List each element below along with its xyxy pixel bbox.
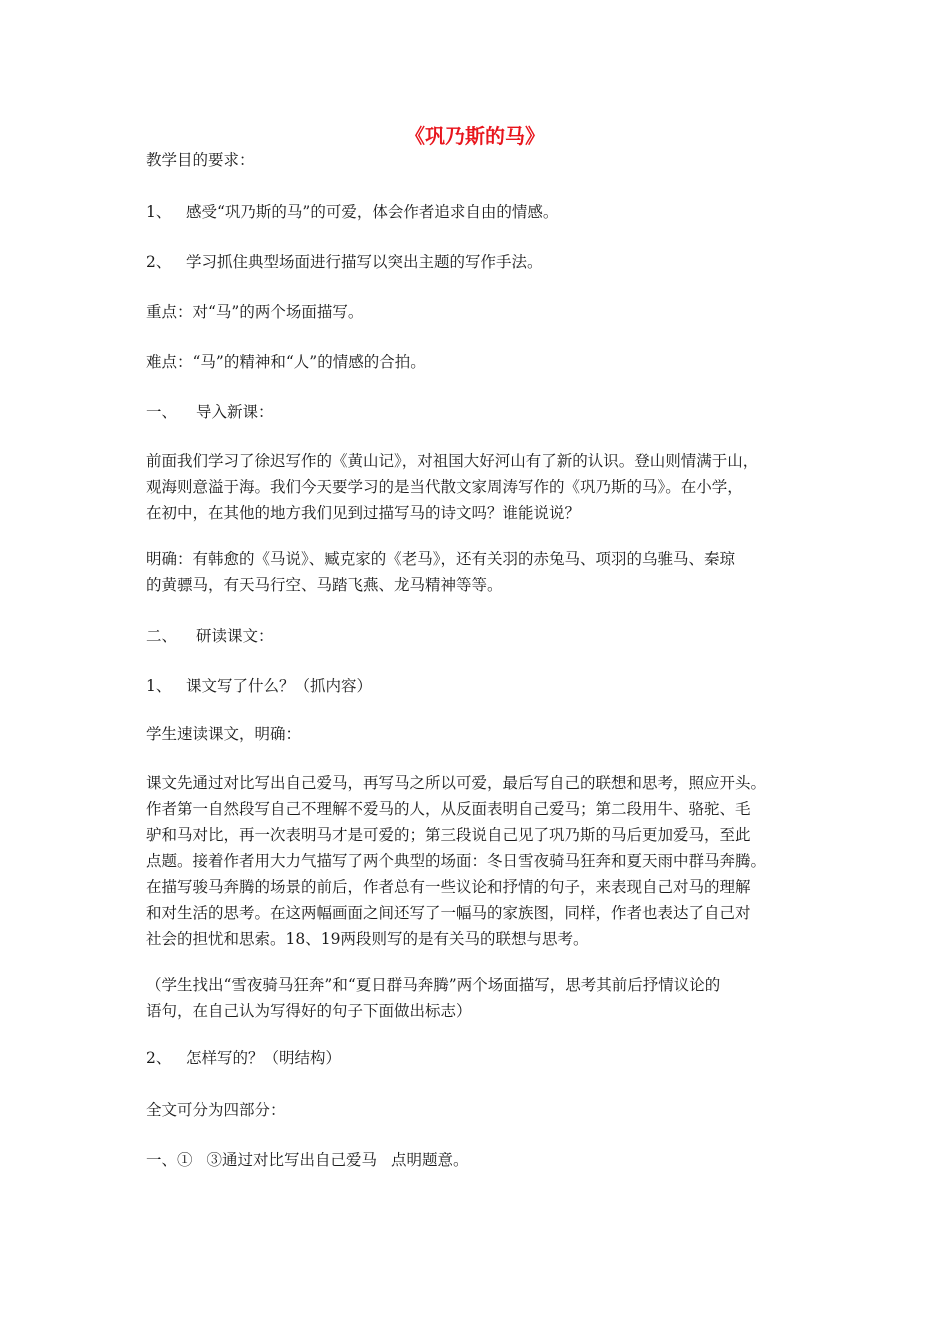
section-2-heading bbox=[146, 624, 816, 648]
paragraph-line: 观海则意溢于海。我们今天要学习的是当代散文家周涛写作的《巩乃斯的马》。在小学， bbox=[146, 478, 743, 496]
answer-paragraph bbox=[146, 546, 816, 598]
objective-number: 2、 bbox=[146, 253, 172, 271]
section-title: 研读课文： bbox=[196, 627, 274, 645]
paragraph-line: 语句，在自己认为写得好的句子下面做出标志） bbox=[146, 1002, 472, 1020]
objective-item-1 bbox=[146, 200, 816, 224]
intro-paragraph bbox=[146, 448, 816, 526]
question-number: 2、 bbox=[146, 1049, 172, 1067]
paragraph-line: 在描写骏马奔腾的场景的前后，作者总有一些议论和抒情的句子，来表现自己对马的理解 bbox=[146, 878, 751, 896]
section-1-heading bbox=[146, 400, 816, 424]
paragraph-line: 点题。接着作者用大力气描写了两个典型的场面：冬日雪夜骑马狂奔和夏天雨中群马奔腾。 bbox=[146, 852, 767, 870]
section-title: 导入新课： bbox=[196, 403, 274, 421]
paragraph-line: （学生找出“雪夜骑马狂奔”和“夏日群马奔腾”两个场面描写，思考其前后抒情议论的 bbox=[146, 976, 721, 994]
structure-intro: 全文可分为四部分： bbox=[146, 1101, 286, 1119]
paragraph-line: 课文先通过对比写出自己爱马，再写马之所以可爱，最后写自己的联想和思考，照应开头。 bbox=[146, 774, 767, 792]
part-text: ③通过对比写出自己爱马 bbox=[206, 1151, 378, 1169]
part-prefix: 一、① bbox=[146, 1151, 193, 1169]
objective-item-2 bbox=[146, 250, 816, 274]
paragraph-line: 的黄骠马，有天马行空、马踏飞燕、龙马精神等等。 bbox=[146, 576, 503, 594]
paragraph-line: 前面我们学习了徐迟写作的《黄山记》，对祖国大好河山有了新的认识。登山则情满于山， bbox=[146, 452, 759, 470]
objectives-heading: 教学目的要求： bbox=[146, 151, 255, 169]
objective-text: 学习抓住典型场面进行描写以突出主题的写作手法。 bbox=[186, 253, 543, 271]
question-text: 课文写了什么？（抓内容） bbox=[186, 677, 373, 695]
paragraph-line: 社会的担忧和思索。18、19两段则写的是有关马的联想与思考。 bbox=[146, 930, 589, 948]
paragraph-line: 和对生活的思考。在这两幅画面之间还写了一幅马的家族图，同样，作者也表达了自己对 bbox=[146, 904, 751, 922]
question-number: 1、 bbox=[146, 677, 172, 695]
paragraph-line: 在初中，在其他的地方我们见到过描写马的诗文吗？谁能说说？ bbox=[146, 504, 581, 522]
section-number: 一、 bbox=[146, 403, 178, 421]
section-number: 二、 bbox=[146, 627, 178, 645]
question-1-instruction: 学生速读课文，明确： bbox=[146, 725, 302, 743]
paragraph-line: 作者第一自然段写自己不理解不爱马的人，从反面表明自己爱马；第二段用牛、骆驼、毛 bbox=[146, 800, 751, 818]
paragraph-line: 驴和马对比，再一次表明马才是可爱的；第三段说自己见了巩乃斯的马后更加爱马，至此 bbox=[146, 826, 751, 844]
activity-paragraph bbox=[146, 972, 816, 1024]
page-title: 《巩乃斯的马》 bbox=[405, 124, 545, 148]
objective-number: 1、 bbox=[146, 203, 172, 221]
summary-paragraph bbox=[146, 770, 816, 952]
question-1 bbox=[146, 674, 816, 698]
question-2 bbox=[146, 1046, 816, 1070]
paragraph-line: 明确：有韩愈的《马说》、臧克家的《老马》，还有关羽的赤兔马、项羽的乌骓马、秦琼 bbox=[146, 550, 736, 568]
difficulty: 难点：“马”的精神和“人”的情感的合拍。 bbox=[146, 353, 426, 371]
question-text: 怎样写的？（明结构） bbox=[186, 1049, 342, 1067]
structure-part-1 bbox=[146, 1148, 816, 1172]
objective-text: 感受“巩乃斯的马”的可爱，体会作者追求自由的情感。 bbox=[186, 203, 559, 221]
part-note: 点明题意。 bbox=[391, 1151, 469, 1169]
key-point: 重点：对“马”的两个场面描写。 bbox=[146, 303, 364, 321]
